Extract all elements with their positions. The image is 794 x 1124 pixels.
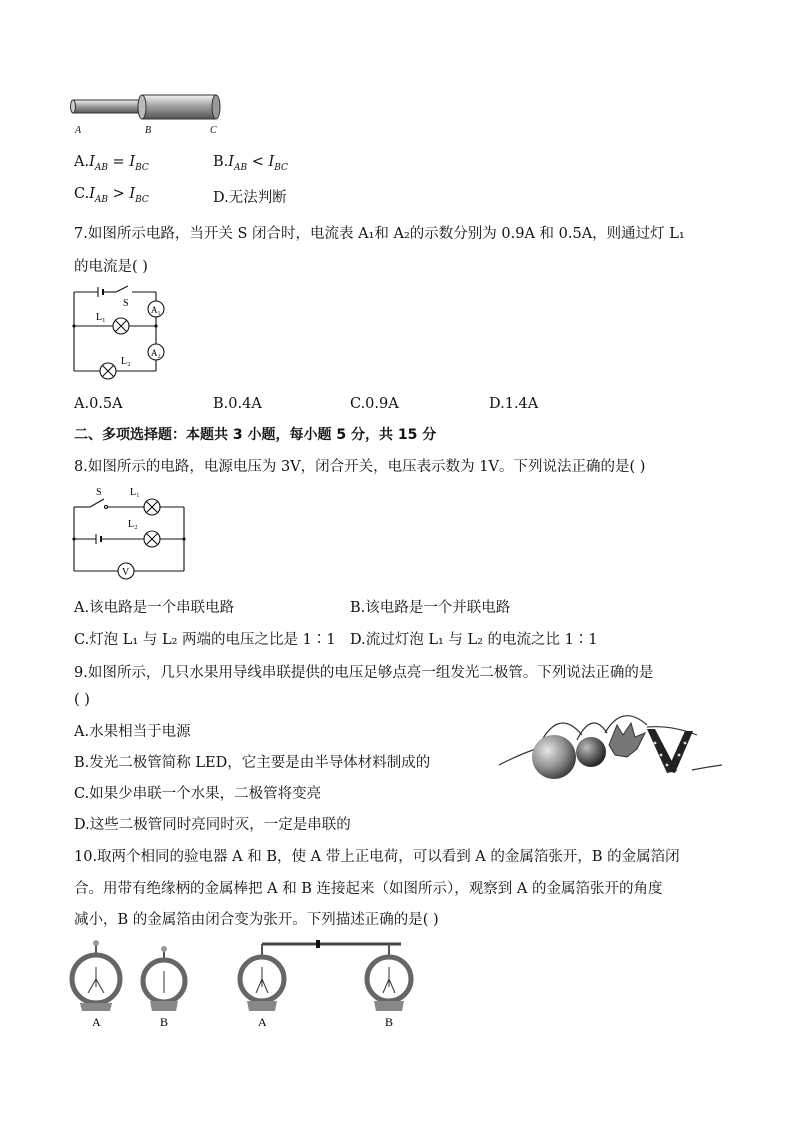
q8-option-a[interactable]: A.该电路是一个串联电路 bbox=[74, 600, 235, 616]
q6-option-d[interactable]: D.无法判断 bbox=[213, 190, 287, 206]
q9-stem: 9.如图所示，几只水果用导线串联提供的电压足够点亮一组发光二极管。下列说法正确的是 bbox=[74, 665, 654, 681]
electroscope-label-a2: A bbox=[258, 1015, 267, 1029]
q9-option-a[interactable]: A.水果相当于电源 bbox=[74, 724, 191, 740]
q8-stem: 8.如图所示的电路，电源电压为 3V，闭合开关，电压表示数为 1V。下列说法正确的是( ) bbox=[74, 459, 646, 475]
electroscope-label-b1: B bbox=[160, 1015, 169, 1029]
fruit-battery-photo bbox=[497, 705, 722, 790]
electroscope-b-left bbox=[143, 946, 185, 1011]
q10-stem-line2: 合。用带有绝缘柄的金属棒把 A 和 B 连接起来（如图所示），观察到 A 的金属箔张开的角度 bbox=[74, 881, 663, 897]
q8-circuit-diagram bbox=[68, 482, 192, 582]
q8-option-b[interactable]: B.该电路是一个并联电路 bbox=[350, 600, 511, 616]
q9-option-d[interactable]: D.这些二极管同时亮同时灭，一定是串联的 bbox=[74, 817, 351, 833]
electroscope-figure bbox=[66, 935, 416, 1030]
q7-option-c[interactable]: C.0.9A bbox=[350, 396, 399, 412]
q7-option-a[interactable]: A.0.5A bbox=[74, 396, 123, 412]
q6-option-b[interactable]: $B.I_{AB} < I_{BC}$ bbox=[213, 154, 288, 173]
label-a: A bbox=[75, 125, 82, 136]
q8-voltmeter-label: V bbox=[122, 567, 130, 578]
q6-option-a[interactable]: $A.I_{AB} = I_{BC}$ bbox=[74, 154, 149, 173]
q8-switch-label: S bbox=[96, 487, 102, 498]
electroscope-label-b2: B bbox=[385, 1015, 394, 1029]
q9-stem-blank: ( ) bbox=[74, 692, 90, 708]
q7-option-d[interactable]: D.1.4A bbox=[489, 396, 539, 412]
q10-stem-line1: 10.取两个相同的验电器 A 和 B，使 A 带上正电荷，可以看到 A 的金属箔张开，B 的金属箔闭 bbox=[74, 849, 680, 865]
electroscope-b-right bbox=[367, 944, 411, 1011]
q10-stem-line3: 减小，B 的金属箔由闭合变为张开。下列描述正确的是( ) bbox=[74, 912, 439, 928]
label-b: B bbox=[145, 125, 152, 136]
q7-circuit-diagram bbox=[68, 284, 178, 382]
q7-lamp-l2-label: L₂ bbox=[121, 356, 131, 367]
q8-lamp-l2-label: L₂ bbox=[128, 519, 138, 530]
electroscope-label-a1: A bbox=[92, 1015, 101, 1029]
electroscope-a-left bbox=[72, 940, 120, 1011]
q7-ammeter-a1-label: A₁ bbox=[151, 305, 161, 315]
q7-stem-line2: 的电流是( ) bbox=[74, 259, 148, 275]
q7-ammeter-a2-label: A₂ bbox=[151, 348, 161, 358]
label-c: C bbox=[210, 125, 217, 136]
electroscope-a-right bbox=[240, 944, 284, 1011]
q6-option-c[interactable]: $C.I_{AB} > I_{BC}$ bbox=[74, 186, 149, 205]
q8-option-d[interactable]: D.流过灯泡 L₁ 与 L₂ 的电流之比 1∶1 bbox=[350, 632, 598, 648]
q8-option-c[interactable]: C.灯泡 L₁ 与 L₂ 两端的电压之比是 1∶1 bbox=[74, 632, 336, 648]
q9-option-b[interactable]: B.发光二极管简称 LED，它主要是由半导体材料制成的 bbox=[74, 755, 431, 771]
section-2-heading: 二、多项选择题：本题共 3 小题，每小题 5 分，共 15 分 bbox=[74, 427, 437, 443]
q7-option-b[interactable]: B.0.4A bbox=[213, 396, 262, 412]
q7-lamp-l1-label: L₁ bbox=[96, 312, 106, 323]
q7-switch-label: S bbox=[123, 298, 129, 309]
q8-lamp-l1-label: L₁ bbox=[130, 487, 140, 498]
q7-stem-line1: 7.如图所示电路，当开关 S 闭合时，电流表 A₁和 A₂的示数分别为 0.9A 和 0.5A，则通过灯 L₁ bbox=[74, 226, 685, 242]
q9-option-c[interactable]: C.如果少串联一个水果，二极管将变亮 bbox=[74, 786, 322, 802]
